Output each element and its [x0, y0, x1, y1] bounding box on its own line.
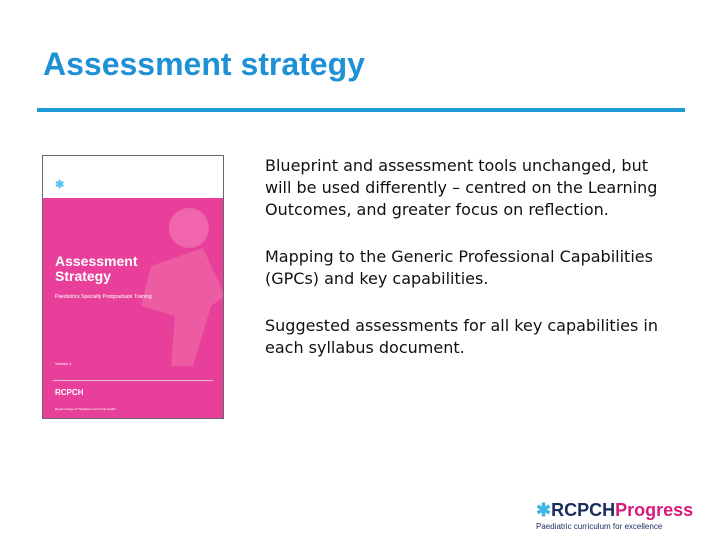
cover-divider — [53, 380, 213, 381]
bullet-item: Mapping to the Generic Professional Capabilities (GPCs) and key capabilities. — [265, 247, 653, 288]
cover-brand — [55, 178, 154, 191]
title-underline — [37, 108, 685, 112]
footer-brand-a: RCPCH — [551, 500, 616, 520]
footer-tagline: Paediatric curriculum for excellence — [536, 522, 663, 531]
cover-version: Version 1 — [55, 361, 72, 366]
footer-brand — [536, 500, 693, 521]
bullet-item: Suggested assessments for all key capabilities in each syllabus document. — [265, 316, 658, 357]
star-icon: ✱ — [536, 500, 552, 520]
star-icon: ✱ — [55, 179, 65, 191]
cover-thumbnail — [42, 155, 224, 419]
cover-footer-band — [43, 376, 223, 419]
bullet-item: Blueprint and assessment tools unchanged, but will be used differently – centred on the Learning Outcomes, and greater focus on reflection. — [265, 156, 658, 219]
slide-title: Assessment strategy — [43, 46, 365, 82]
cover-title: Assessment Strategy — [55, 253, 138, 284]
cover-logo: RCPCH — [55, 388, 84, 397]
bullet-list — [265, 155, 665, 384]
footer-brand-b: Progress — [615, 500, 694, 520]
cover-brand-text: RCPCH Progress — [64, 179, 155, 191]
cover-subtitle: Paediatrics Specialty Postgraduate Training — [55, 294, 152, 300]
rcpch-progress-logo — [536, 500, 693, 531]
cover-address: Royal College of Paediatrics and Child Health — [55, 407, 116, 411]
cover-tagline: Paediatric curriculum for excellence — [55, 192, 119, 197]
